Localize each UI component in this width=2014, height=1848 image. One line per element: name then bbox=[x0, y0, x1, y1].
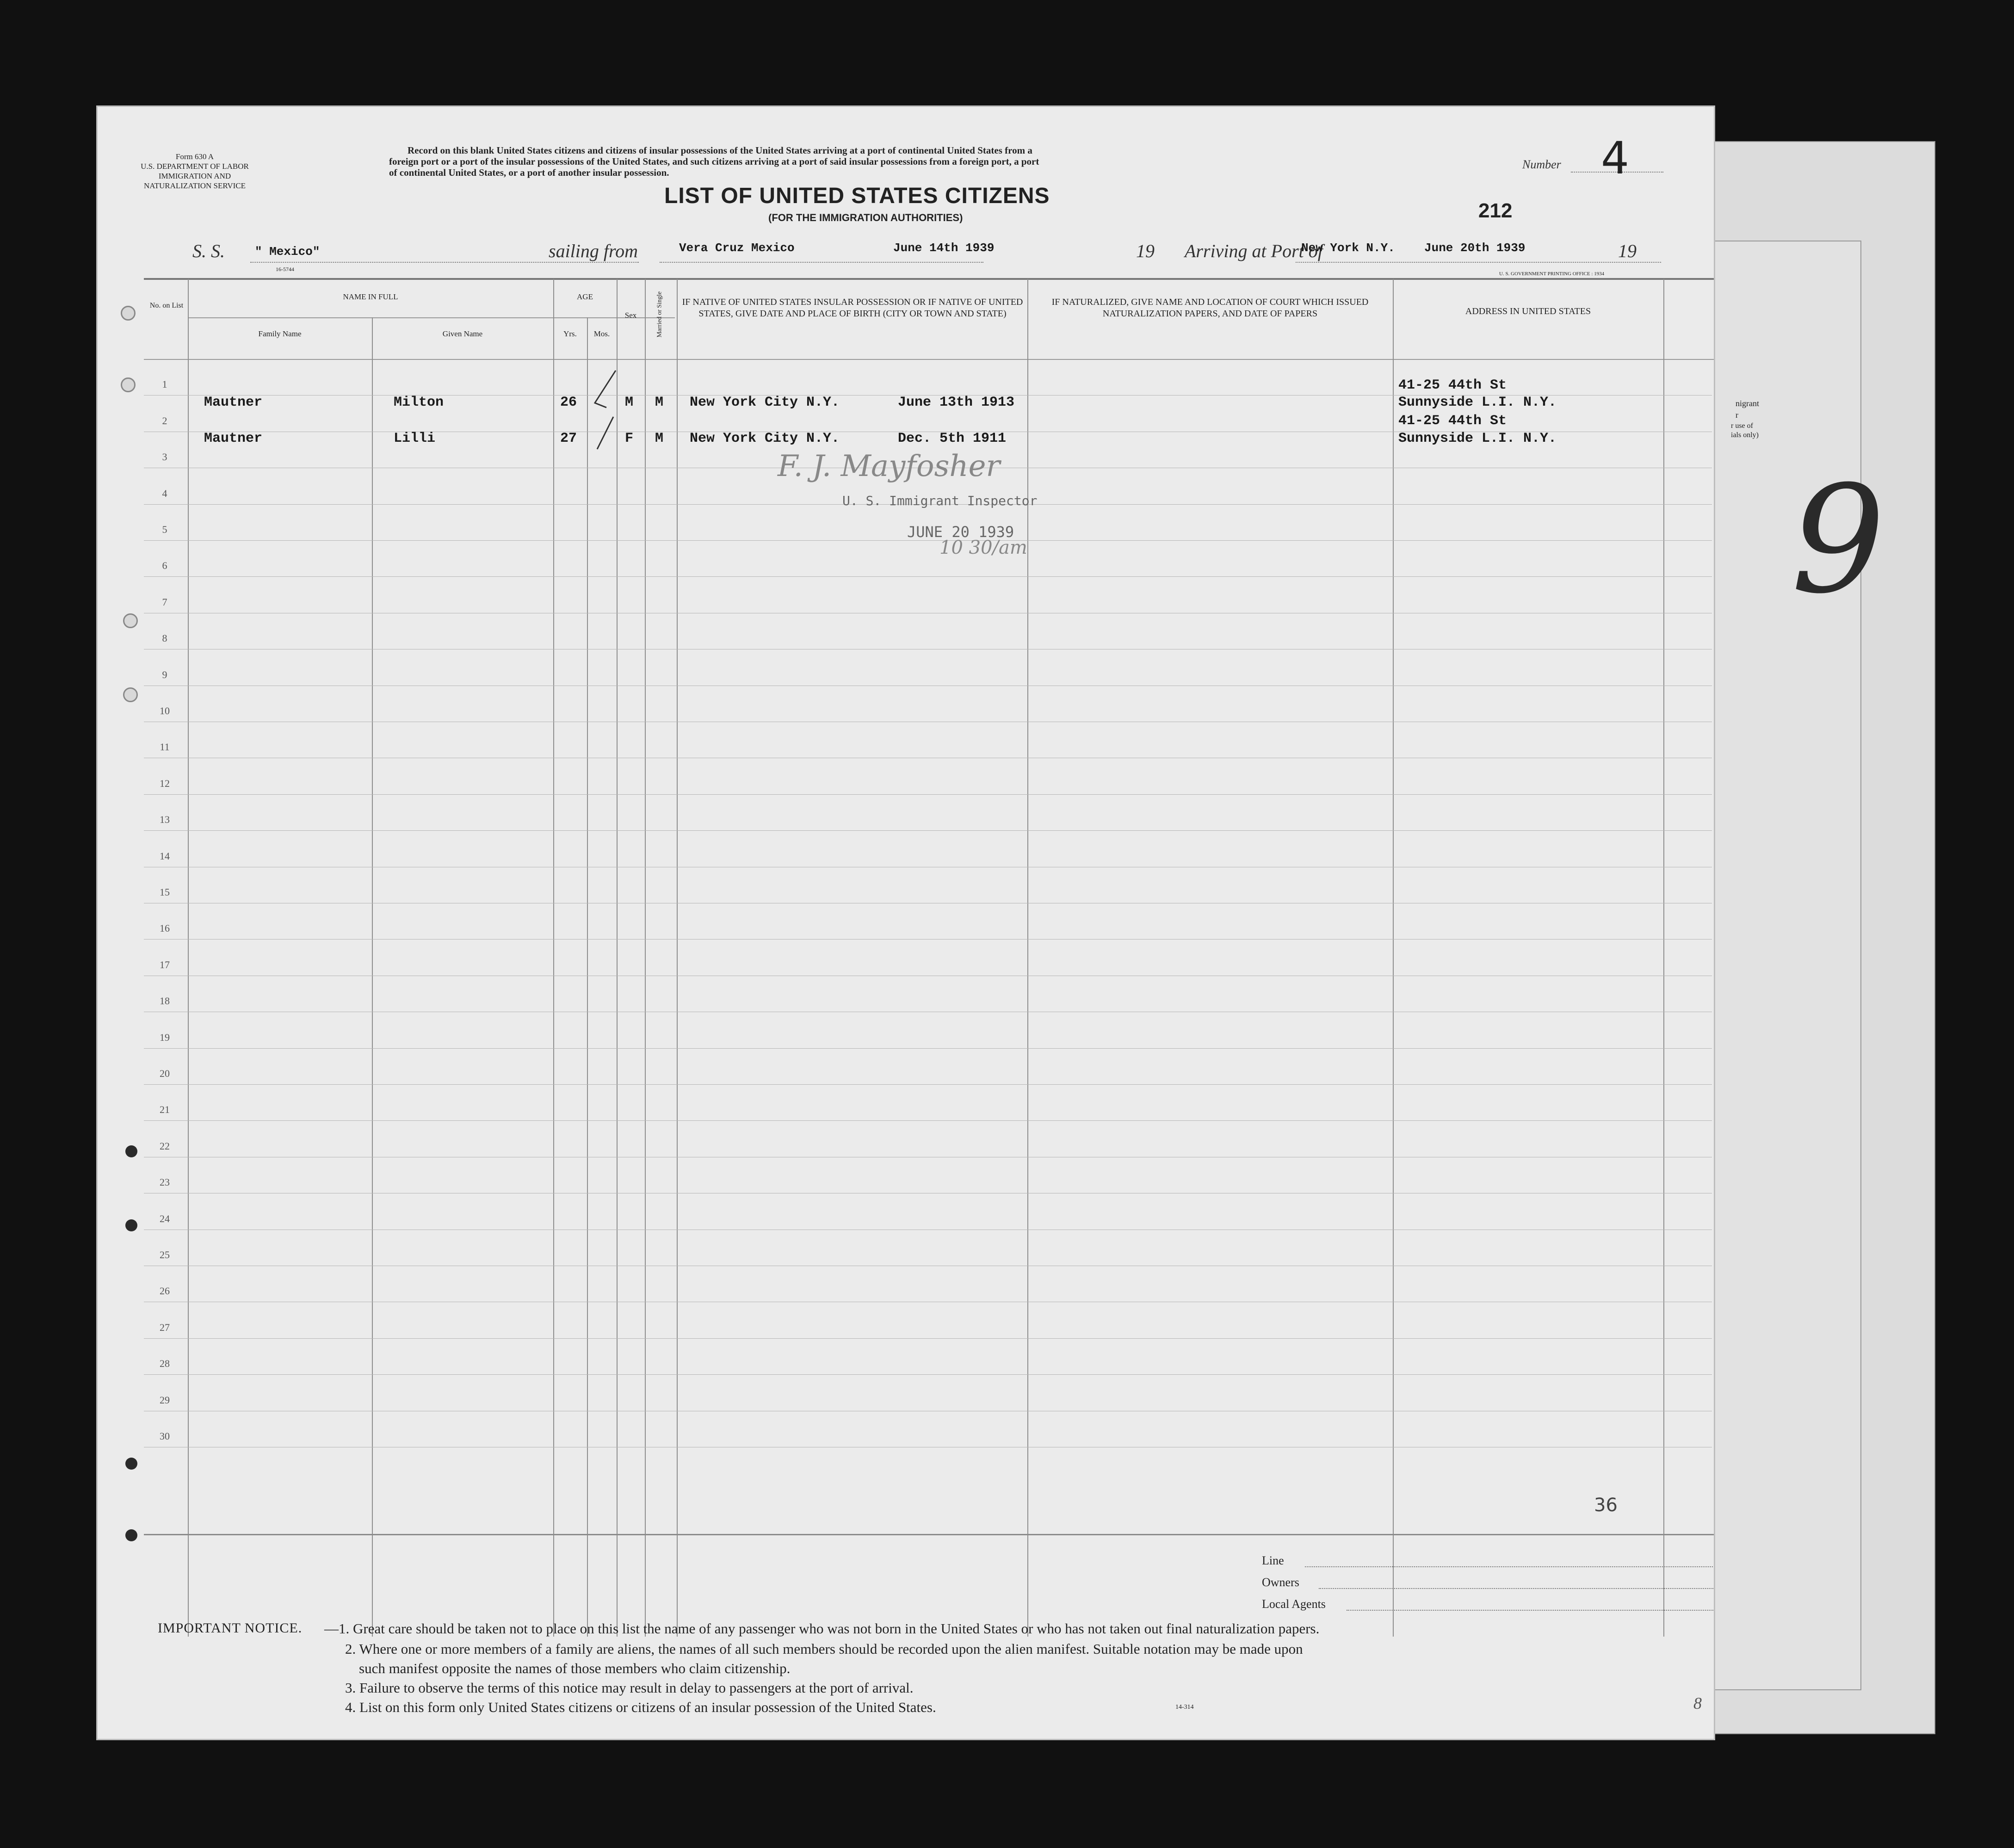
side-fragment-4: ials only) bbox=[1731, 431, 1759, 439]
service-label-1: IMMIGRATION AND bbox=[158, 172, 231, 180]
citizens-list-form bbox=[96, 105, 1715, 1740]
row-number: 9 bbox=[162, 668, 167, 680]
row-number: 16 bbox=[160, 922, 170, 934]
row-number: 29 bbox=[160, 1394, 170, 1406]
row-number: 3 bbox=[162, 451, 167, 463]
header-yrs: Yrs. bbox=[563, 329, 577, 338]
header-birth: IF NATIVE OF UNITED STATES INSULAR POSSESSION OR IF NATIVE OF UNITED STATES, GIVE DATE AND PLACE OF BIRTH (CITY OR TOWN AND STATE) bbox=[682, 297, 1023, 319]
row-number: 2 bbox=[162, 414, 167, 426]
entry-2-age: 27 bbox=[560, 431, 577, 446]
entry-2-given: Lilli bbox=[394, 431, 436, 446]
entry-1-birth-date: June 13th 1913 bbox=[898, 395, 1015, 410]
col-rule-mos bbox=[617, 279, 618, 1637]
entry-2-address-2: Sunnyside L.I. N.Y. bbox=[1398, 431, 1557, 446]
owners-field bbox=[1319, 1588, 1715, 1589]
handwritten-mark: 9 bbox=[1791, 454, 1885, 626]
col-rule-married bbox=[677, 279, 678, 1637]
corner-number: 8 bbox=[1693, 1694, 1702, 1712]
line-label: Line bbox=[1262, 1554, 1284, 1567]
header-family-name: Family Name bbox=[258, 329, 302, 338]
entry-2-family: Mautner bbox=[204, 431, 263, 446]
print-code-small: 16-5744 bbox=[276, 266, 294, 272]
entry-2-address-1: 41-25 44th St bbox=[1398, 413, 1507, 429]
notice-title: IMPORTANT NOTICE. bbox=[158, 1620, 303, 1636]
agents-label: Local Agents bbox=[1262, 1597, 1326, 1611]
gpo-note: U. S. GOVERNMENT PRINTING OFFICE : 1934 bbox=[1499, 271, 1605, 277]
row-number: 24 bbox=[160, 1212, 170, 1224]
ss-label: S. S. bbox=[192, 241, 225, 261]
arriving-label: Arriving at Port of bbox=[1185, 241, 1323, 261]
page-title: LIST OF UNITED STATES CITIZENS bbox=[664, 184, 1050, 208]
header-age: AGE bbox=[577, 292, 593, 301]
punch-hole-icon bbox=[125, 1529, 137, 1541]
entry-2-birth-date: Dec. 5th 1911 bbox=[898, 431, 1007, 446]
row-number: 15 bbox=[160, 886, 170, 898]
row-rule bbox=[144, 1084, 1712, 1085]
side-fragment-2: r bbox=[1736, 410, 1738, 420]
row-number: 21 bbox=[160, 1104, 170, 1116]
entry-1-birth-place: New York City N.Y. bbox=[690, 395, 840, 410]
row-number: 13 bbox=[160, 814, 170, 826]
header-given-name: Given Name bbox=[442, 329, 483, 338]
row-number: 27 bbox=[160, 1321, 170, 1333]
header-mos: Mos. bbox=[593, 329, 610, 338]
print-code: 14-314 bbox=[1175, 1704, 1194, 1711]
row-number: 6 bbox=[162, 560, 167, 572]
header-bottom-rule bbox=[144, 359, 1715, 360]
row-number: 7 bbox=[162, 596, 167, 608]
col-rule-yrs bbox=[587, 317, 588, 1637]
number-label: Number bbox=[1522, 158, 1561, 171]
notice-2a: 2. Where one or more members of a family are aliens, the names of all such members should be recorded upon the alien manifest. Suitable notation may be made upon bbox=[345, 1641, 1303, 1657]
row-number: 11 bbox=[160, 741, 170, 753]
entry-1-address-2: Sunnyside L.I. N.Y. bbox=[1398, 395, 1557, 410]
header-sex: Sex bbox=[624, 311, 637, 320]
entry-1-address-1: 41-25 44th St bbox=[1398, 377, 1507, 393]
punch-hole-icon bbox=[123, 613, 138, 628]
passenger-count: 36 bbox=[1594, 1495, 1618, 1516]
stamp-date: JUNE 20 1939 bbox=[907, 523, 1014, 541]
entry-2-birth-place: New York City N.Y. bbox=[690, 431, 840, 446]
ship-name-line bbox=[250, 262, 639, 263]
row-rule bbox=[144, 1120, 1712, 1121]
instruction-line-3: of continental United States, or a port of another insular possession. bbox=[389, 167, 669, 178]
entry-2-marital: M bbox=[655, 431, 664, 446]
table-top-rule bbox=[144, 278, 1715, 280]
inspector-title: U. S. Immigrant Inspector bbox=[842, 493, 1038, 508]
notice-4: 4. List on this form only United States citizens or citizens of an insular possession of the United States. bbox=[345, 1699, 936, 1715]
header-married-single: Married or Single bbox=[656, 291, 663, 338]
row-number: 5 bbox=[162, 524, 167, 535]
table-bottom-rule bbox=[144, 1534, 1715, 1535]
col-rule-address bbox=[1663, 279, 1664, 1637]
row-number: 28 bbox=[160, 1358, 170, 1370]
row-number: 25 bbox=[160, 1249, 170, 1261]
col-rule-sex bbox=[645, 279, 646, 1637]
row-number: 10 bbox=[160, 705, 170, 717]
row-rule bbox=[144, 1048, 1712, 1049]
service-label-2: NATURALIZATION SERVICE bbox=[143, 181, 246, 190]
entry-1-sex: M bbox=[625, 395, 634, 410]
side-fragment-3: r use of bbox=[1731, 422, 1753, 430]
header-no-on-list: No. on List bbox=[149, 302, 184, 309]
row-number: 20 bbox=[160, 1068, 170, 1079]
row-number: 12 bbox=[160, 777, 170, 789]
row-number: 17 bbox=[160, 958, 170, 970]
punch-hole-icon bbox=[121, 377, 136, 392]
arrival-line bbox=[1296, 262, 1661, 263]
row-number: 22 bbox=[160, 1140, 170, 1152]
row-rule bbox=[144, 830, 1712, 831]
header-address: ADDRESS IN UNITED STATES bbox=[1465, 306, 1591, 316]
page-subtitle: (FOR THE IMMIGRATION AUTHORITIES) bbox=[768, 212, 963, 223]
page-stamp: 212 bbox=[1478, 199, 1513, 222]
ship-name: " Mexico" bbox=[255, 245, 320, 259]
header-name-in-full: NAME IN FULL bbox=[343, 292, 398, 301]
entry-1-given: Milton bbox=[394, 395, 444, 410]
col-rule-birth bbox=[1027, 279, 1028, 1637]
row-number: 8 bbox=[162, 632, 167, 644]
agents-field bbox=[1347, 1610, 1715, 1611]
row-number: 14 bbox=[160, 850, 170, 862]
punch-hole-icon bbox=[125, 1219, 137, 1231]
row-rule bbox=[144, 576, 1712, 577]
check-mark-icon bbox=[588, 366, 625, 458]
form-number: Form 630 A bbox=[175, 152, 214, 161]
notice-3: 3. Failure to observe the terms of this notice may result in delay to passengers at the port of arrival. bbox=[345, 1680, 914, 1696]
row-number: 18 bbox=[160, 995, 170, 1007]
row-number: 19 bbox=[160, 1031, 170, 1043]
row-rule bbox=[144, 794, 1712, 795]
sailing-label: sailing from bbox=[549, 241, 638, 261]
time-note: 10 30/am bbox=[939, 537, 1027, 558]
header-subrule bbox=[188, 317, 675, 318]
departure-date: June 14th 1939 bbox=[893, 241, 995, 255]
notice-1: —1. Great care should be taken not to place on this list the name of any passenger who was not born in the United States or who has not taken out final naturalization papers. bbox=[324, 1620, 1320, 1637]
line-field bbox=[1305, 1566, 1715, 1567]
owners-label: Owners bbox=[1262, 1576, 1299, 1589]
punch-hole-icon bbox=[121, 306, 136, 321]
year-suffix-1: 19 bbox=[1136, 241, 1155, 261]
inspector-signature: F. J. Mayfosher bbox=[778, 449, 1001, 483]
instruction-line-2: foreign port or a port of the insular possessions of the United States, and such citizens arriving at a port of said insular possessions from a foreign port, a port bbox=[389, 156, 1039, 167]
row-rule bbox=[144, 1338, 1712, 1339]
col-rule-no bbox=[188, 279, 189, 1637]
row-number: 23 bbox=[160, 1176, 170, 1188]
header-naturalized: IF NATURALIZED, GIVE NAME AND LOCATION OF COURT WHICH ISSUED NATURALIZATION PAPERS, AND DATE OF PAPERS bbox=[1051, 297, 1369, 319]
row-number: 1 bbox=[162, 378, 167, 390]
arrival-date: June 20th 1939 bbox=[1424, 241, 1526, 255]
sailing-from-line bbox=[660, 262, 983, 263]
row-number: 4 bbox=[162, 487, 167, 499]
year-suffix-2: 19 bbox=[1618, 241, 1637, 261]
entry-1-family: Mautner bbox=[204, 395, 263, 410]
number-value: 4 bbox=[1601, 132, 1630, 184]
col-rule-family bbox=[372, 317, 373, 1637]
side-fragment-1: nigrant bbox=[1736, 399, 1759, 408]
department-label: U.S. DEPARTMENT OF LABOR bbox=[141, 162, 249, 171]
entry-2-sex: F bbox=[625, 431, 634, 446]
instruction-line-1: Record on this blank United States citizens and citizens of insular possessions of the United States arriving at a port of continental United States from a bbox=[408, 145, 1032, 156]
punch-hole-icon bbox=[123, 687, 138, 702]
notice-2b: such manifest opposite the names of those members who claim citizenship. bbox=[359, 1660, 791, 1676]
col-rule-naturalized bbox=[1393, 279, 1394, 1637]
arrival-port: New York N.Y. bbox=[1301, 241, 1395, 255]
entry-1-marital: M bbox=[655, 395, 664, 410]
row-number: 26 bbox=[160, 1285, 170, 1297]
punch-hole-icon bbox=[125, 1145, 137, 1157]
row-number: 30 bbox=[160, 1430, 170, 1442]
entry-1-age: 26 bbox=[560, 395, 577, 410]
col-rule-given bbox=[553, 279, 554, 1637]
punch-hole-icon bbox=[125, 1458, 137, 1470]
sailing-from: Vera Cruz Mexico bbox=[679, 241, 795, 255]
row-rule bbox=[144, 1374, 1712, 1375]
